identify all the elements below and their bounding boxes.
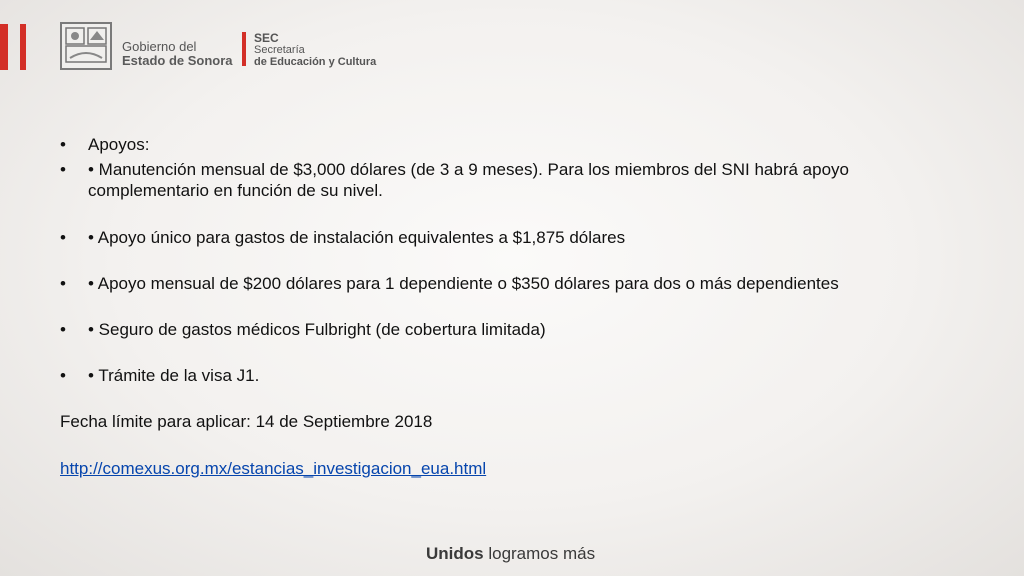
list-item-text: • Trámite de la visa J1.	[88, 366, 260, 385]
bullet-icon: •	[60, 228, 66, 247]
government-crest-icon	[60, 22, 112, 70]
list-item	[60, 227, 960, 248]
sec-divider-bar	[242, 32, 246, 66]
gov-line1: Gobierno del	[122, 39, 197, 54]
red-accent-bar-right	[20, 24, 26, 70]
footer-slogan-bold: Unidos	[426, 544, 484, 563]
gov-line2: Estado de Sonora	[122, 53, 233, 68]
slide-content	[60, 134, 960, 479]
sec-name	[254, 32, 376, 68]
sec-line2: Secretaría	[254, 44, 305, 56]
sec-line3: de Educación y Cultura	[254, 56, 377, 68]
red-accent-bar-left	[0, 24, 8, 70]
list-item	[60, 319, 960, 340]
list-item	[60, 365, 960, 386]
deadline-text: Fecha límite para aplicar: 14 de Septiembre 2018	[60, 412, 433, 431]
list-item-text: • Apoyo mensual de $200 dólares para 1 dependiente o $350 dólares para dos o más dependientes	[88, 274, 839, 293]
bullet-icon: •	[60, 274, 66, 293]
government-name	[122, 40, 233, 68]
list-item-text: • Apoyo único para gastos de instalación equivalentes a $1,875 dólares	[88, 228, 626, 247]
list-item-text: • Manutención mensual de $3,000 dólares (de 3 a 9 meses). Para los miembros del SNI habrá apoyo complementario en función de su nivel.	[88, 160, 849, 200]
list-item	[60, 273, 960, 294]
sec-line1: SEC	[254, 31, 279, 45]
bullet-icon: •	[60, 160, 66, 179]
footer-slogan	[426, 544, 595, 564]
bullet-icon: •	[60, 135, 66, 154]
list-item-text: Apoyos:	[88, 135, 150, 154]
footer-slogan-rest: logramos más	[483, 544, 596, 563]
list-item	[60, 159, 960, 201]
list-item-text: • Seguro de gastos médicos Fulbright (de cobertura limitada)	[88, 320, 546, 339]
bullet-icon: •	[60, 320, 66, 339]
comexus-link[interactable]: http://comexus.org.mx/estancias_investigacion_eua.html	[60, 459, 487, 478]
bullet-icon: •	[60, 366, 66, 385]
list-item	[60, 134, 960, 155]
